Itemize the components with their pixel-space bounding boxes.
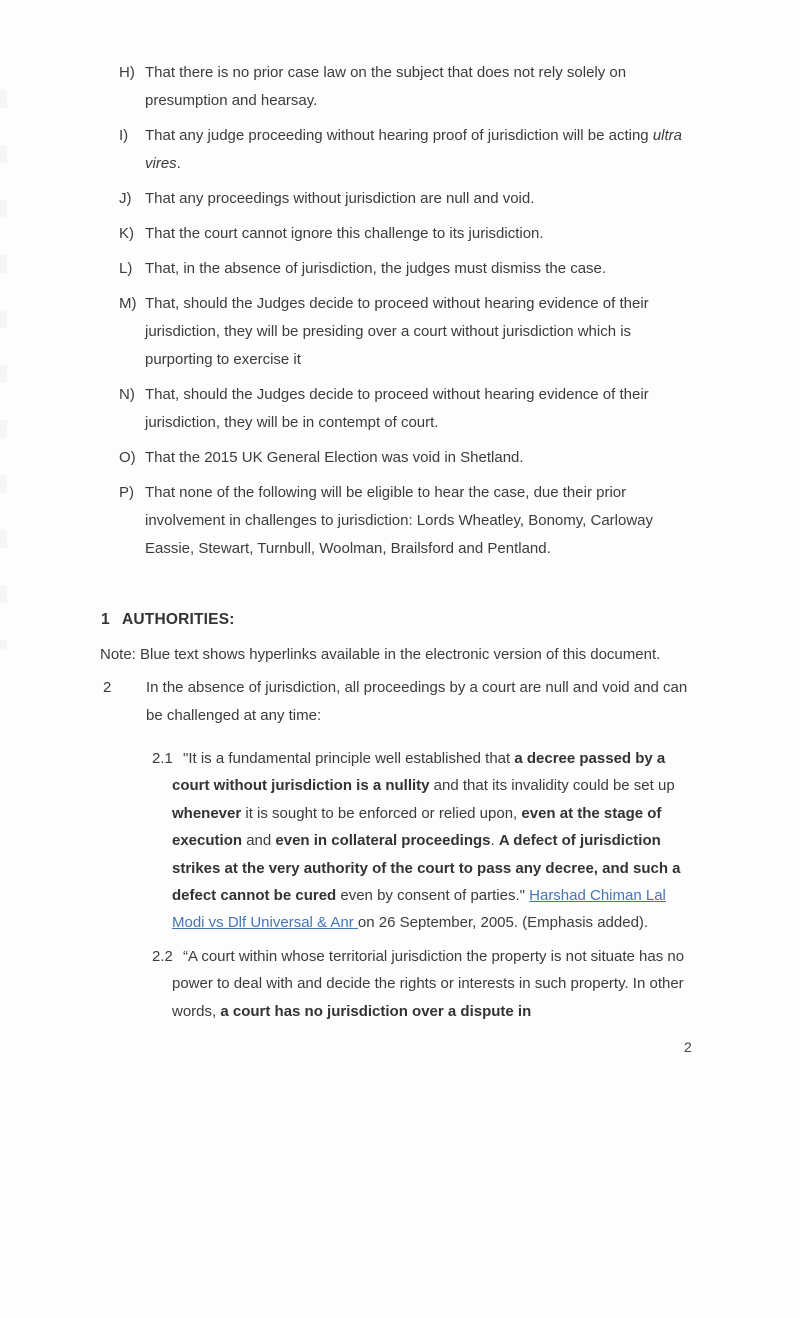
text-run: That, should the Judges decide to proceed without hearing evidence of their jurisdiction, they will be in contempt of court.	[145, 386, 649, 431]
list-item-label: N)	[119, 386, 135, 403]
list-item-text	[145, 185, 696, 213]
text-run: whenever	[172, 804, 242, 822]
paragraph-2-2-number: 2.2	[152, 947, 173, 965]
section-heading	[0, 606, 800, 634]
text-run: That, should the Judges decide to proceed without hearing evidence of their jurisdiction, they will be presiding over a court without jurisdiction which is purporting to exercise it	[145, 295, 649, 368]
text-run: That any judge proceeding without hearing proof of jurisdiction will be acting	[145, 127, 653, 144]
list-item-l	[119, 255, 696, 283]
text-run: “A court within whose territorial jurisdiction the property is not situate has no power to deal with and decide the rights or interests in such property. In other words,	[172, 947, 685, 1020]
paragraph-2-1-text	[172, 750, 681, 931]
list-item-h	[119, 59, 696, 115]
text-run: That none of the following will be eligible to hear the case, due their prior involvement in challenges to jurisdiction: Lords Wheatley, Bonomy, Carloway Eassie, Stewart, Turnbull, Woolman, Brailsford and Pentland.	[145, 484, 654, 557]
paragraph-2	[103, 674, 691, 730]
text-run: even by consent of parties."	[336, 887, 530, 905]
list-item-text	[145, 122, 696, 178]
text-run: That there is no prior case law on the subject that does not rely solely on presumption and hearsay.	[145, 64, 627, 109]
text-run: That the court cannot ignore this challenge to its jurisdiction.	[145, 225, 544, 242]
text-run: and that its invalidity could be set up	[429, 777, 675, 795]
list-item-j	[119, 185, 696, 213]
text-run: on 26 September, 2005. (Emphasis added).	[357, 914, 649, 932]
paragraph-2-number: 2	[103, 679, 112, 696]
text-run: even in collateral proceedings	[275, 832, 491, 850]
list-item-label: P)	[119, 484, 134, 501]
alpha-list	[0, 59, 800, 563]
text-run: even at the stage of execution	[172, 804, 662, 850]
paragraph-2-2-text	[172, 948, 684, 1020]
text-run: a decree passed by a court without jurisdiction is a nullity	[172, 750, 666, 795]
list-item-label: O)	[119, 449, 136, 466]
text-run: .	[490, 832, 499, 850]
page-number: 2	[684, 1039, 692, 1055]
text-run: it is sought to be enforced or relied upon,	[241, 804, 522, 822]
list-item-i	[119, 122, 696, 178]
page-content	[0, 59, 800, 1025]
hyperlink-note: Note: Blue text shows hyperlinks available in the electronic version of this document.	[100, 646, 661, 663]
list-item-text	[145, 479, 696, 563]
list-item-o	[119, 444, 696, 472]
list-item-text	[145, 255, 696, 283]
paragraph-2-text: In the absence of jurisdiction, all proceedings by a court are null and void and can be challenged at any time:	[146, 679, 688, 724]
list-item-label: K)	[119, 225, 134, 242]
list-item-label: L)	[119, 260, 133, 277]
text-run: "It is a fundamental principle well established that	[183, 750, 515, 767]
list-item-label: J)	[119, 190, 132, 207]
text-run: .	[176, 155, 181, 172]
text-run: That, in the absence of jurisdiction, the judges must dismiss the case.	[145, 260, 607, 277]
list-item-n	[119, 381, 696, 437]
text-run: ultra vires	[145, 127, 682, 172]
list-item-text	[145, 290, 696, 374]
list-item-text	[145, 381, 696, 437]
section-heading-number: 1	[101, 611, 110, 628]
list-item-p	[119, 479, 696, 563]
list-item-m	[119, 290, 696, 374]
list-item-text	[145, 444, 696, 472]
text-run: and	[242, 832, 276, 850]
list-item-label: I)	[119, 127, 129, 144]
paragraph-2-1	[152, 745, 689, 937]
list-item-label: M)	[119, 295, 137, 312]
list-item-text	[145, 59, 696, 115]
text-run: a court has no jurisdiction over a dispute in	[220, 1002, 532, 1020]
text-run: That any proceedings without jurisdiction are null and void.	[145, 190, 535, 207]
case-hyperlink[interactable]: Harshad Chiman Lal Modi vs Dlf Universal & Anr	[172, 887, 666, 932]
list-item-label: H)	[119, 64, 135, 81]
section-heading-title: AUTHORITIES:	[122, 611, 235, 628]
paragraph-2-1-number: 2.1	[152, 750, 173, 767]
paragraph-2-2	[152, 943, 689, 1025]
text-run: A defect of jurisdiction strikes at the very authority of the court to pass any decree, and such a defect cannot be cured	[172, 832, 681, 905]
list-item-k	[119, 220, 696, 248]
list-item-text	[145, 220, 696, 248]
text-run: That the 2015 UK General Election was void in Shetland.	[145, 449, 524, 466]
